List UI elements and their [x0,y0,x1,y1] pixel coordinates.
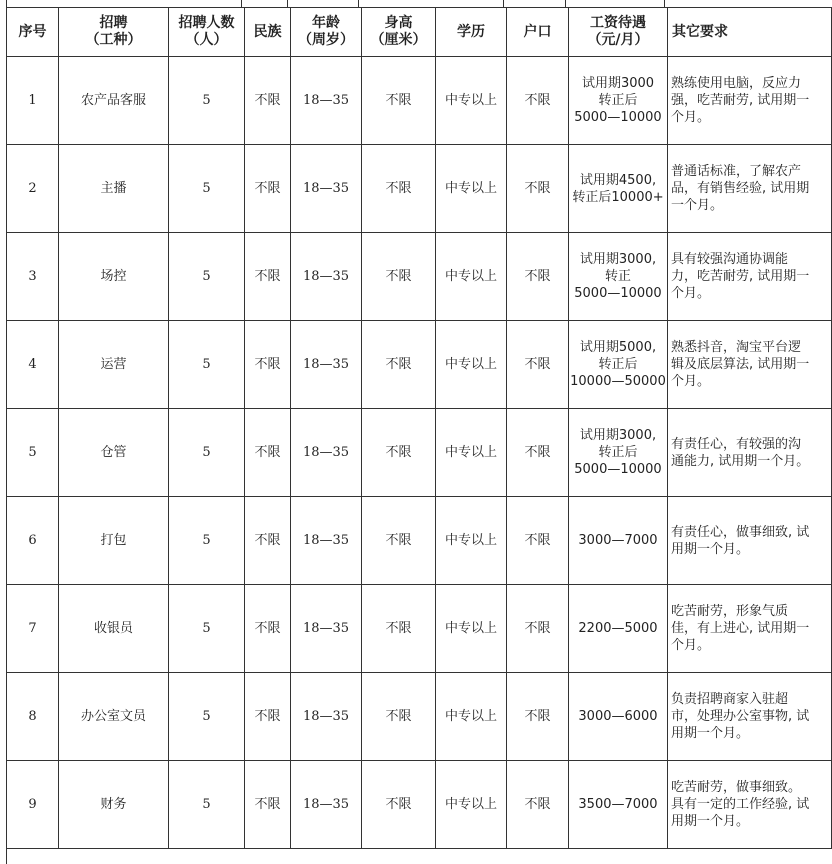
requirement-line: 通能力, 试用期一个月。 [671,453,810,469]
cell-education: 中专以上 [436,57,507,145]
cell-job: 收银员 [59,585,169,673]
cell-hukou: 不限 [507,57,569,145]
requirement-line: 有责任心，有较强的沟 [671,436,802,452]
cell-ethnic: 不限 [245,321,291,409]
cell-age: 18—35 [291,409,362,497]
header-text: （元/月） [587,32,649,48]
cell-height: 不限 [362,57,436,145]
header-text: 招聘人数 [178,15,235,31]
cell-salary [569,585,668,673]
cell-education: 中专以上 [436,233,507,321]
requirement-line: 强，吃苦耐劳, 试用期一 [671,93,810,108]
salary-line: 5000—10000 [574,110,662,125]
col-header-salary [569,8,668,57]
salary-line: 转正后10000+ [572,189,664,205]
header-text: 序号 [18,23,47,40]
header-text: 招聘 [99,15,128,31]
cell-count: 5 [169,673,245,761]
requirement-line: 力，吃苦耐劳, 试用期一 [671,269,810,284]
table-row [7,233,832,321]
cell-height: 不限 [362,233,436,321]
cell-job: 运营 [59,321,169,409]
cell-salary [569,321,668,409]
requirement-line: 佳，有上进心, 试用期一 [671,621,810,636]
col-header-job [59,8,169,57]
salary-line: 试用期3000, [579,428,657,443]
table-header [7,8,832,57]
salary-line: 试用期5000, [579,340,657,355]
header-text: （人） [185,32,228,48]
salary-line: 5000—10000 [574,462,662,477]
cell-salary [569,497,668,585]
cell-education: 中专以上 [436,673,507,761]
requirement-line: 辑及底层算法, 试用期一 [671,357,810,372]
header-text: 学历 [457,23,485,40]
cell-salary [569,233,668,321]
requirement-line: 市，处理办公室事物, 试 [671,709,810,724]
cell-age: 18—35 [291,233,362,321]
cell-salary [569,673,668,761]
cell-hukou: 不限 [507,233,569,321]
cell-education: 中专以上 [436,585,507,673]
cell-ethnic: 不限 [245,233,291,321]
col-header-requirements [668,8,832,57]
table-body [7,57,832,849]
cell-hukou: 不限 [507,761,569,849]
salary-line: 2200—5000 [578,621,658,636]
salary-line: 3000—7000 [578,533,658,548]
cell-no: 1 [7,57,59,145]
cell-hukou: 不限 [507,321,569,409]
cell-requirements [668,497,832,585]
header-text: （工种） [85,32,142,48]
requirement-line: 熟悉抖音，淘宝平台逻 [671,340,802,355]
cell-ethnic: 不限 [245,497,291,585]
cell-count: 5 [169,761,245,849]
cell-age: 18—35 [291,673,362,761]
cell-no: 5 [7,409,59,497]
col-header-education [436,8,507,57]
cell-age: 18—35 [291,497,362,585]
cell-count: 5 [169,145,245,233]
cell-height: 不限 [362,497,436,585]
table-row [7,497,832,585]
salary-line: 转正后 [598,445,638,460]
cell-requirements [668,585,832,673]
cell-job: 场控 [59,233,169,321]
requirement-line: 具有较强沟通协调能 [671,252,789,267]
cell-height: 不限 [362,673,436,761]
cell-no: 4 [7,321,59,409]
cell-requirements [668,673,832,761]
cell-job: 仓管 [59,409,169,497]
header-text: 其它要求 [672,23,728,40]
cell-education: 中专以上 [436,497,507,585]
salary-line: 试用期3000, [579,252,657,267]
requirement-line: 用期一个月。 [671,541,750,557]
header-text: （厘米） [370,32,427,48]
cell-count: 5 [169,321,245,409]
header-text: 身高 [384,15,413,31]
cell-requirements [668,321,832,409]
requirement-line: 个月。 [671,110,711,125]
header-text: 年龄 [312,15,340,31]
table-top-line [503,0,504,7]
requirement-line: 品，有销售经验, 试用期 [671,181,810,196]
col-header-no [7,8,59,57]
header-row [7,8,832,57]
salary-line: 10000—50000 [570,374,666,389]
cell-no: 2 [7,145,59,233]
table-row [7,57,832,145]
requirement-line: 负责招聘商家入驻超 [671,692,789,707]
cell-age: 18—35 [291,321,362,409]
cell-height: 不限 [362,409,436,497]
cell-height: 不限 [362,321,436,409]
cell-salary [569,57,668,145]
cell-count: 5 [169,233,245,321]
header-text: （周岁） [298,32,354,48]
table-row [7,585,832,673]
cell-no: 8 [7,673,59,761]
cell-no: 6 [7,497,59,585]
requirement-line: 个月。 [671,374,711,389]
table-row [7,145,832,233]
cell-ethnic: 不限 [245,145,291,233]
table-top-line [287,0,288,7]
cell-job: 主播 [59,145,169,233]
header-text: 户口 [523,23,552,40]
cell-age: 18—35 [291,761,362,849]
cell-count: 5 [169,497,245,585]
header-text: 工资待遇 [590,15,646,31]
cell-count: 5 [169,585,245,673]
requirement-line: 普通话标准，了解农产 [671,164,802,179]
cell-hukou: 不限 [507,673,569,761]
cell-height: 不限 [362,145,436,233]
salary-line: 试用期4500, [579,172,657,188]
col-header-hukou [507,8,569,57]
requirement-line: 有责任心，做事细致, 试 [671,524,810,540]
cell-ethnic: 不限 [245,57,291,145]
cell-count: 5 [169,409,245,497]
cell-requirements [668,57,832,145]
cell-education: 中专以上 [436,409,507,497]
cell-no: 3 [7,233,59,321]
cell-salary [569,409,668,497]
col-header-height [362,8,436,57]
cell-job: 财务 [59,761,169,849]
header-text: 民族 [253,23,282,40]
cell-hukou: 不限 [507,585,569,673]
cell-no: 7 [7,585,59,673]
salary-line: 3000—6000 [578,709,658,724]
col-header-count [169,8,245,57]
requirement-line: 吃苦耐劳，形象气质 [671,604,789,619]
requirement-line: 用期一个月。 [671,814,750,829]
cell-requirements [668,409,832,497]
cell-height: 不限 [362,761,436,849]
cell-height: 不限 [362,585,436,673]
cell-ethnic: 不限 [245,409,291,497]
table-row [7,321,832,409]
salary-line: 5000—10000 [574,286,662,301]
cell-education: 中专以上 [436,761,507,849]
cell-job: 打包 [59,497,169,585]
cell-age: 18—35 [291,145,362,233]
salary-line: 试用期3000 [581,76,655,91]
cell-age: 18—35 [291,585,362,673]
table-row [7,409,832,497]
requirement-line: 用期一个月。 [671,726,750,741]
table-top-line [664,0,665,7]
col-header-age [291,8,362,57]
table-continuation [6,824,832,864]
salary-line: 转正后 [598,93,638,108]
table-top-line [241,0,242,7]
cell-education: 中专以上 [436,145,507,233]
cell-education: 中专以上 [436,321,507,409]
cell-job: 农产品客服 [59,57,169,145]
cell-requirements [668,233,832,321]
cell-requirements [668,145,832,233]
cell-ethnic: 不限 [245,673,291,761]
cell-ethnic: 不限 [245,585,291,673]
table-top-line [6,0,7,7]
cell-age: 18—35 [291,57,362,145]
requirement-line: 吃苦耐劳，做事细致。 [671,780,802,795]
col-header-ethnic [245,8,291,57]
table-top-line [565,0,566,7]
requirement-line: 具有一定的工作经验, 试 [671,797,810,812]
salary-line: 转正后 [598,357,638,372]
salary-line: 转正 [604,269,631,284]
cell-hukou: 不限 [507,145,569,233]
cell-hukou: 不限 [507,497,569,585]
requirement-line: 个月。 [671,638,711,653]
table-row [7,673,832,761]
cell-salary [569,145,668,233]
cell-job: 办公室文员 [59,673,169,761]
table-top-line [358,0,359,7]
cell-hukou: 不限 [507,409,569,497]
requirement-line: 熟练使用电脑，反应力 [671,76,802,91]
salary-line: 3500—7000 [578,797,658,812]
cell-no: 9 [7,761,59,849]
cell-count: 5 [169,57,245,145]
recruitment-table [6,7,832,849]
cell-ethnic: 不限 [245,761,291,849]
requirement-line: 一个月。 [671,198,724,213]
requirement-line: 个月。 [671,286,711,301]
